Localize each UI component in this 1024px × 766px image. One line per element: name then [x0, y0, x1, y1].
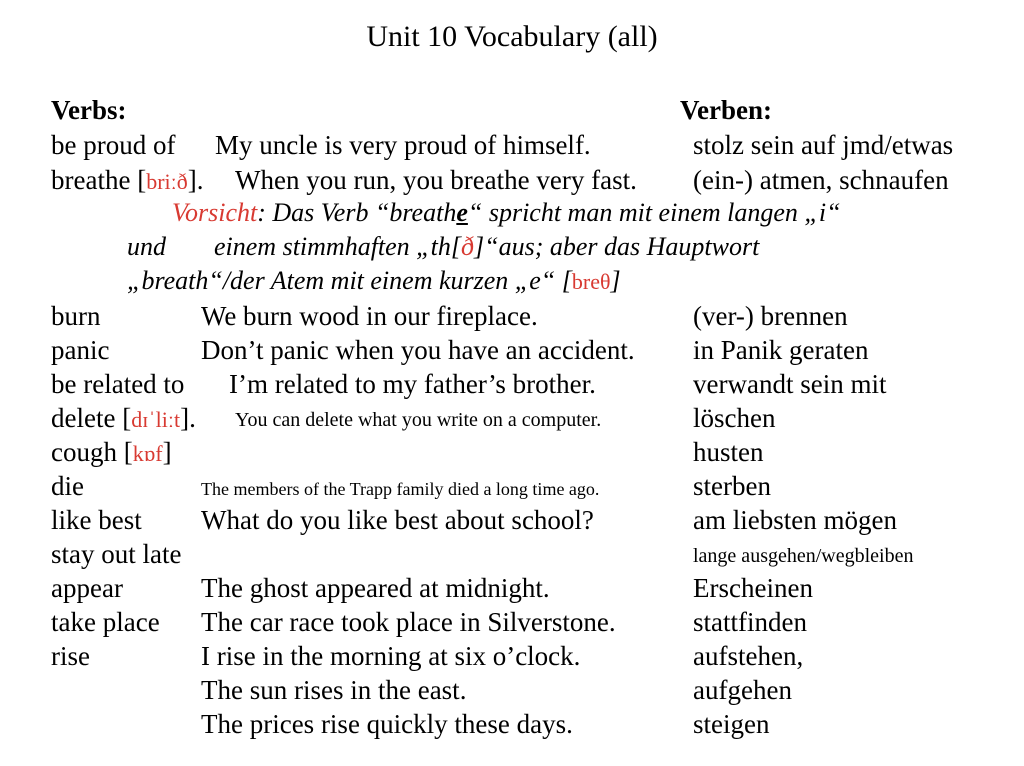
vocab-term-with-ipa — [51, 439, 172, 466]
vocab-translation: husten — [693, 437, 764, 467]
vocab-term: die — [51, 471, 84, 501]
ipa-bracket-close: ]. — [187, 165, 204, 195]
note-line-1: Vorsicht: Das Verb “breathe“ spricht man mit einem langen „i“ — [172, 198, 841, 227]
vocab-translation: stolz sein auf jmd/etwas — [693, 130, 954, 160]
ipa-bracket-open: [ — [122, 403, 132, 433]
vocab-example: We burn wood in our fireplace. — [201, 301, 538, 331]
vocab-example: The prices rise quickly these days. — [201, 709, 573, 739]
vocab-translation: sterben — [693, 471, 771, 501]
vocab-translation: aufgehen — [693, 675, 792, 705]
vocab-translation: steigen — [693, 709, 770, 739]
ipa-transcription: kɒf — [132, 441, 163, 466]
vocab-translation: (ein-) atmen, schnaufen — [693, 165, 949, 195]
vocab-translation: (ver-) brennen — [693, 301, 848, 331]
ipa-bracket-open: [ — [123, 437, 133, 467]
vocab-translation: lange ausgehen/wegbleiben — [693, 545, 914, 567]
vocab-term: burn — [51, 301, 101, 331]
vocab-translation: aufstehen, — [693, 641, 804, 671]
vocab-term: cough — [51, 437, 117, 467]
vocab-example: The ghost appeared at midnight. — [201, 573, 550, 603]
note-line-2-start: und — [127, 232, 166, 261]
ipa-bracket-open: [ — [137, 165, 147, 195]
vocab-translation: am liebsten mögen — [693, 505, 897, 535]
vocab-term: breathe — [51, 165, 131, 195]
vocab-term: panic — [51, 335, 110, 365]
vocab-example: The car race took place in Silverstone. — [201, 607, 616, 637]
note-line-2: einem stimmhaften „th[ð]“aus; aber das Hauptwort — [214, 232, 760, 261]
vocab-term: be related to — [51, 369, 185, 399]
vocab-term: stay out late — [51, 539, 182, 569]
vocab-example: Don’t panic when you have an accident. — [201, 335, 635, 365]
vocab-example: My uncle is very proud of himself. — [215, 130, 591, 160]
vocab-example: What do you like best about school? — [201, 505, 594, 535]
vocab-term: take place — [51, 607, 160, 637]
vocab-example: You can delete what you write on a computer. — [235, 409, 602, 431]
vocab-term: rise — [51, 641, 90, 671]
page-title: Unit 10 Vocabulary (all) — [366, 20, 658, 53]
vocab-term: be proud of — [51, 130, 176, 160]
vocab-example: I’m related to my father’s brother. — [229, 369, 596, 399]
ipa-bracket-close: ] — [162, 437, 172, 467]
verben-heading: Verben: — [680, 95, 772, 125]
vocab-term: appear — [51, 573, 123, 603]
vocab-translation: stattfinden — [693, 607, 807, 637]
vocab-translation: verwandt sein mit — [693, 369, 887, 399]
vocab-term: delete — [51, 403, 116, 433]
note-line-3: „breath“/der Atem mit einem kurzen „e“ [breθ] — [127, 266, 621, 295]
verbs-heading: Verbs: — [51, 95, 127, 125]
vocab-translation: löschen — [693, 403, 776, 433]
ipa-transcription: briːð — [146, 169, 188, 194]
vocab-term-with-ipa — [51, 405, 196, 432]
ipa-transcription: dɪˈliːt — [131, 407, 181, 432]
vocab-translation: in Panik geraten — [693, 335, 869, 365]
vocab-example: The members of the Trapp family died a long time ago. — [201, 479, 600, 499]
vocab-term: like best — [51, 505, 142, 535]
vocab-example: The sun rises in the east. — [201, 675, 467, 705]
vocab-example: When you run, you breathe very fast. — [235, 165, 637, 195]
ipa-bracket-close: ]. — [180, 403, 196, 433]
note-warning: Vorsicht — [172, 198, 258, 227]
vocab-translation: Erscheinen — [693, 573, 813, 603]
vocab-term-with-ipa — [51, 167, 204, 194]
vocab-example: I rise in the morning at six o’clock. — [201, 641, 581, 671]
